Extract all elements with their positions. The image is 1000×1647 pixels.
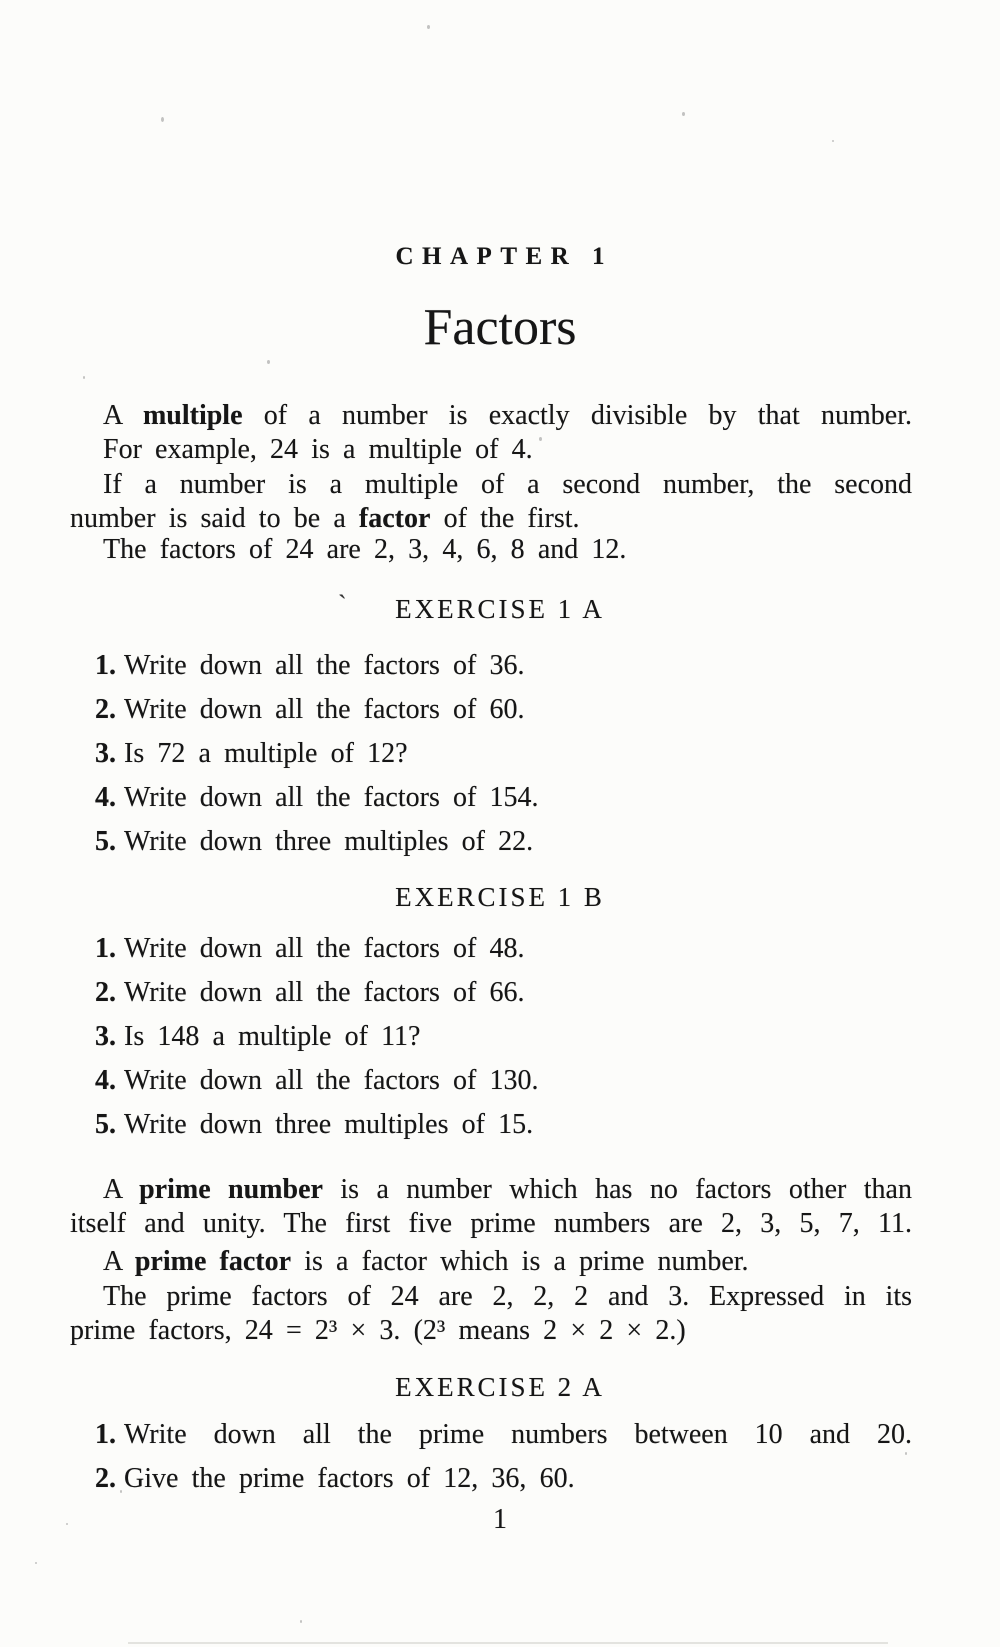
text-segment: For example, 24 is a multiple of 4. <box>103 434 533 465</box>
scan-edge-line <box>128 1642 888 1644</box>
scan-speck <box>120 1490 122 1493</box>
question-number: 2. <box>95 1463 116 1494</box>
stray-mark: ` <box>338 590 347 619</box>
question-text: Give the prime factors of 12, 36, 60. <box>124 1463 575 1494</box>
scan-speck <box>682 112 685 116</box>
exercise-1b-heading: EXERCISE 1 B <box>395 882 605 912</box>
text-segment: If a number is a multiple of a second number, the second <box>103 469 912 500</box>
scan-speck <box>832 140 834 142</box>
question-text: Write down all the factors of 154. <box>124 782 539 813</box>
text-line <box>70 533 912 567</box>
scan-speck <box>427 25 430 29</box>
exercise-1a-heading: EXERCISE 1 A <box>395 594 605 624</box>
question-number: 2. <box>95 977 116 1008</box>
text-segment: prime factors, 24 = 2³ × 3. (2³ means 2 × 2 × 2.) <box>70 1315 686 1346</box>
intro-paragraph-multiple <box>70 399 912 467</box>
question-text: Write down three multiples of 15. <box>124 1109 534 1140</box>
chapter-heading: CHAPTER 1 <box>395 243 613 270</box>
question-text: Is 148 a multiple of 11? <box>124 1021 421 1052</box>
scan-speck <box>83 376 85 379</box>
text-segment: The factors of 24 are 2, 3, 4, 6, 8 and 12. <box>103 534 627 565</box>
prime-number-paragraph <box>70 1173 912 1241</box>
scan-speck <box>161 117 164 122</box>
exercise-2a-heading: EXERCISE 2 A <box>395 1372 605 1402</box>
question-number: 2. <box>95 694 116 725</box>
text-segment: itself and unity. The first five prime numbers are 2, 3, 5, 7, 11. <box>70 1208 912 1239</box>
text-segment: A <box>103 1174 140 1205</box>
question-text: Write down three multiples of 22. <box>124 826 534 857</box>
bold-term: multiple <box>142 400 243 431</box>
text-line <box>70 433 912 467</box>
text-segment: of the first. <box>430 503 580 534</box>
intro-paragraph-factors-of-24 <box>70 533 912 567</box>
question-number: 4. <box>95 1065 116 1096</box>
text-line <box>70 468 912 502</box>
question-text: Write down all the factors of 60. <box>124 694 525 725</box>
text-segment: number is said to be a <box>70 503 359 534</box>
text-line <box>70 1245 912 1279</box>
text-line <box>70 1314 912 1348</box>
question-text: Write down all the prime numbers between 10 and 20. <box>124 1419 912 1450</box>
intro-paragraph-factor <box>70 468 912 536</box>
question-number: 5. <box>95 826 116 857</box>
question-number: 1. <box>95 650 116 681</box>
text-segment: is a factor which is a prime number. <box>291 1246 749 1277</box>
question-item <box>95 1418 912 1452</box>
question-item <box>95 649 912 683</box>
page-number: 1 <box>493 1504 507 1535</box>
question-number: 4. <box>95 782 116 813</box>
text-segment: The prime factors of 24 are 2, 2, 2 and 3. Expressed in its <box>103 1281 912 1312</box>
question-number: 1. <box>95 1419 116 1450</box>
question-item <box>95 1020 912 1054</box>
prime-factors-of-24-paragraph <box>70 1280 912 1348</box>
scan-speck <box>300 1620 302 1623</box>
question-text: Write down all the factors of 130. <box>124 1065 539 1096</box>
question-text: Write down all the factors of 48. <box>124 933 525 964</box>
text-segment: of a number is exactly divisible by that number. <box>242 400 912 431</box>
page-title: Factors <box>423 299 577 356</box>
text-line <box>70 1280 912 1314</box>
text-line <box>70 502 912 536</box>
question-item <box>95 1462 912 1496</box>
scan-speck <box>905 1452 907 1455</box>
bold-term: prime factor <box>134 1246 292 1277</box>
exercise-1b-list <box>70 932 912 1152</box>
scan-speck <box>267 360 270 364</box>
exercise-2a-list <box>70 1418 912 1506</box>
question-number: 3. <box>95 738 116 769</box>
text-line <box>70 1173 912 1207</box>
question-item <box>95 1108 912 1142</box>
text-segment: A <box>103 400 143 431</box>
question-item <box>95 693 912 727</box>
text-segment: is a number which has no factors other than <box>322 1174 912 1205</box>
question-item <box>95 737 912 771</box>
question-number: 5. <box>95 1109 116 1140</box>
question-item <box>95 781 912 815</box>
scan-speck <box>66 1523 68 1525</box>
scan-speck <box>35 1562 37 1564</box>
question-item <box>95 932 912 966</box>
text-line <box>70 399 912 433</box>
prime-factor-paragraph <box>70 1245 912 1279</box>
scan-speck <box>539 437 542 441</box>
question-number: 1. <box>95 933 116 964</box>
text-line <box>70 1207 912 1241</box>
bold-term: prime number <box>139 1174 323 1205</box>
question-text: Write down all the factors of 36. <box>124 650 525 681</box>
question-item <box>95 825 912 859</box>
question-text: Write down all the factors of 66. <box>124 977 525 1008</box>
exercise-1a-list <box>70 649 912 869</box>
bold-term: factor <box>358 503 431 534</box>
question-text: Is 72 a multiple of 12? <box>124 738 408 769</box>
text-segment: A <box>103 1246 135 1277</box>
question-item <box>95 976 912 1010</box>
question-item <box>95 1064 912 1098</box>
question-number: 3. <box>95 1021 116 1052</box>
